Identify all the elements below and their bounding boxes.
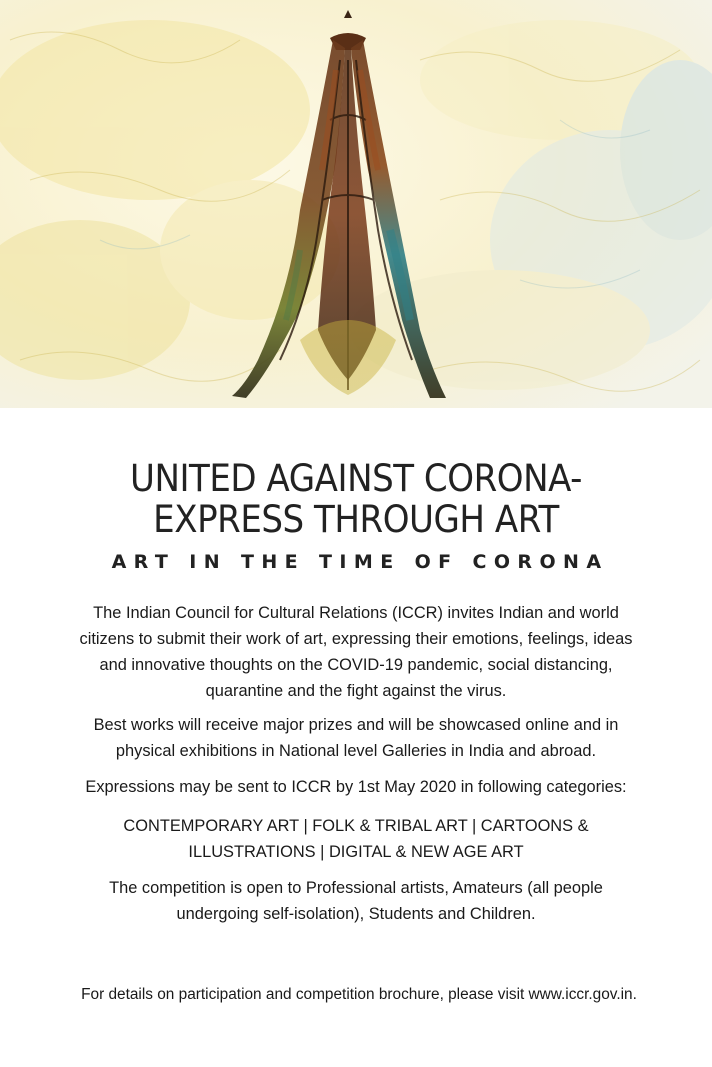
categories-paragraph <box>40 813 672 865</box>
eligibility-line: The competition is open to Professional artists, Amateurs (all people <box>109 879 603 897</box>
prizes-line: physical exhibitions in National level Galleries in India and abroad. <box>115 742 597 760</box>
categories-line: ILLUSTRATIONS | DIGITAL & NEW AGE ART <box>188 843 524 861</box>
prizes-line: Best works will receive major prizes and will be showcased online and in <box>93 716 619 734</box>
footer-details: For details on participation and competition brochure, please visit www.iccr.gov.in. <box>81 986 637 1003</box>
intro-line: The Indian Council for Cultural Relations (ICCR) invites Indian and world <box>93 604 619 622</box>
eligibility-paragraph <box>40 875 672 927</box>
deadline-line: Expressions may be sent to ICCR by 1st May 2020 in following categories: <box>85 778 627 796</box>
deadline-paragraph <box>40 774 672 800</box>
intro-line: and innovative thoughts on the COVID-19 pandemic, social distancing, <box>99 656 613 674</box>
title-line-1: UNITED AGAINST CORONA- <box>129 457 583 500</box>
namaste-hands-painting <box>0 0 712 408</box>
poster-subtitle: ART IN THE TIME OF CORONA <box>111 551 609 573</box>
categories-line: CONTEMPORARY ART | FOLK & TRIBAL ART | CARTOONS & <box>123 817 589 835</box>
intro-line: citizens to submit their work of art, expressing their emotions, feelings, ideas <box>79 630 633 648</box>
intro-line: quarantine and the fight against the virus. <box>205 682 507 700</box>
intro-paragraph <box>40 600 672 704</box>
poster-title <box>28 458 683 540</box>
title-line-2: EXPRESS THROUGH ART <box>153 498 559 541</box>
eligibility-line: undergoing self-isolation), Students and Children. <box>176 905 536 923</box>
hero-artwork <box>0 0 712 408</box>
prizes-paragraph <box>40 712 672 764</box>
poster-text <box>0 408 712 1067</box>
